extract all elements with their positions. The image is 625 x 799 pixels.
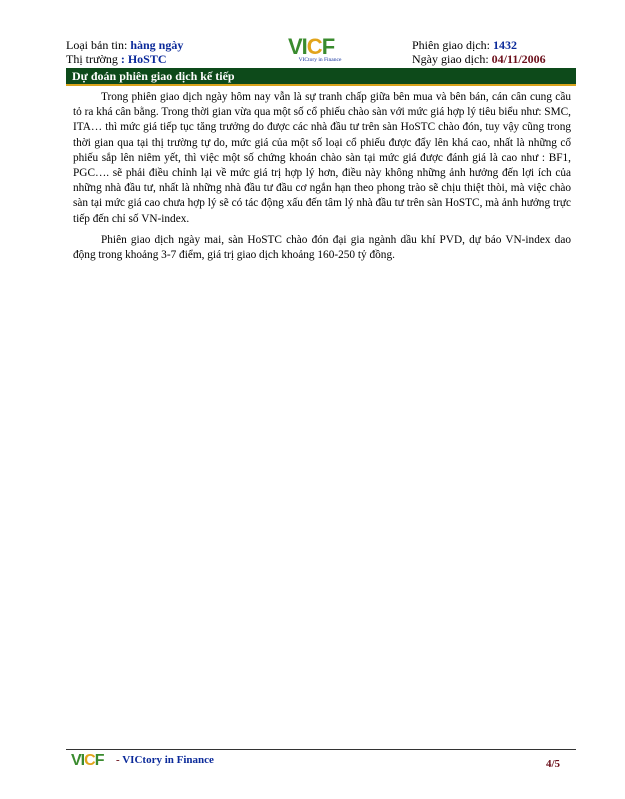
market-label: Thị trường bbox=[66, 52, 118, 66]
market-value: : HoSTC bbox=[120, 52, 167, 66]
footer-tagline-text: VICtory in Finance bbox=[122, 754, 214, 766]
paragraph-2: Phiên giao dịch ngày mai, sàn HoSTC chào đón đại gia ngành dầu khí PVD, dự báo VN-index dao động trong khoảng 3-7 điểm, giá trị giao dịch khoảng 160-250 tỷ đồng. bbox=[73, 233, 571, 262]
session-value: 1432 bbox=[493, 38, 517, 52]
vicf-logo bbox=[288, 36, 352, 66]
session-label: Phiên giao dịch: bbox=[412, 38, 490, 52]
article-body bbox=[73, 90, 571, 269]
footer-tagline bbox=[116, 754, 214, 766]
vicf-logo-mark: VICF bbox=[288, 34, 335, 59]
vicf-logo-subtitle: VICtory in Finance bbox=[298, 57, 342, 63]
trade-date-label: Ngày giao dịch: bbox=[412, 52, 489, 66]
page-header bbox=[66, 34, 576, 66]
trade-date bbox=[412, 52, 546, 66]
footer-divider bbox=[66, 749, 576, 750]
bulletin-type bbox=[66, 38, 183, 52]
session bbox=[412, 38, 517, 52]
bulletin-type-label: Loại bản tin: bbox=[66, 38, 128, 52]
page-number: 4/5 bbox=[546, 758, 561, 770]
section-banner bbox=[66, 68, 576, 86]
trade-date-value: 04/11/2006 bbox=[491, 52, 546, 66]
footer-logo: VICF bbox=[71, 752, 104, 769]
section-title: Dự đoán phiên giao dịch kế tiếp bbox=[72, 69, 235, 83]
footer-dash: - bbox=[116, 754, 120, 766]
paragraph-1: Trong phiên giao dịch ngày hôm nay vẫn là sự tranh chấp giữa bên mua và bên bán, cán cân cung cầu tỏ ra khá cân bằng. Trong thời gian vừa qua một số cổ phiếu chào sàn với mức giá hợp lý tiêu biểu như: SMC, ITA… thì mức giá tiếp tục tăng trưởng do được các nhà đầu tư trên sàn HoSTC chào đón, tuy vậy cũng trong thời gian qua tại thị trường tự do, mức giá của một số loại cổ phiếu được đẩy lên khá cao, nhất là những cổ phiếu sắp lên niêm yết, thì việc một số chứng khoán chào sàn tại mức giá được đánh giá là cao như : BF1, PGC…. sẽ phải điều chỉnh lại về mức giá trị hợp lý hơn, điều này không những ảnh hưởng đến lợi ích của những nhà đầu tư, nhất là những nhà đầu tư đầu cơ ngắn hạn theo phong trào sẽ chịu thiệt thòi, mà việc chào sàn tại mức giá cao chưa hợp lý sẽ có tác động xấu đến tâm lý nhà đầu tư trên sàn HoSTC, mà ảnh hưởng trực tiếp đến chỉ số VN-index. bbox=[73, 91, 571, 225]
market bbox=[66, 52, 167, 66]
bulletin-type-value: hàng ngày bbox=[130, 38, 184, 52]
